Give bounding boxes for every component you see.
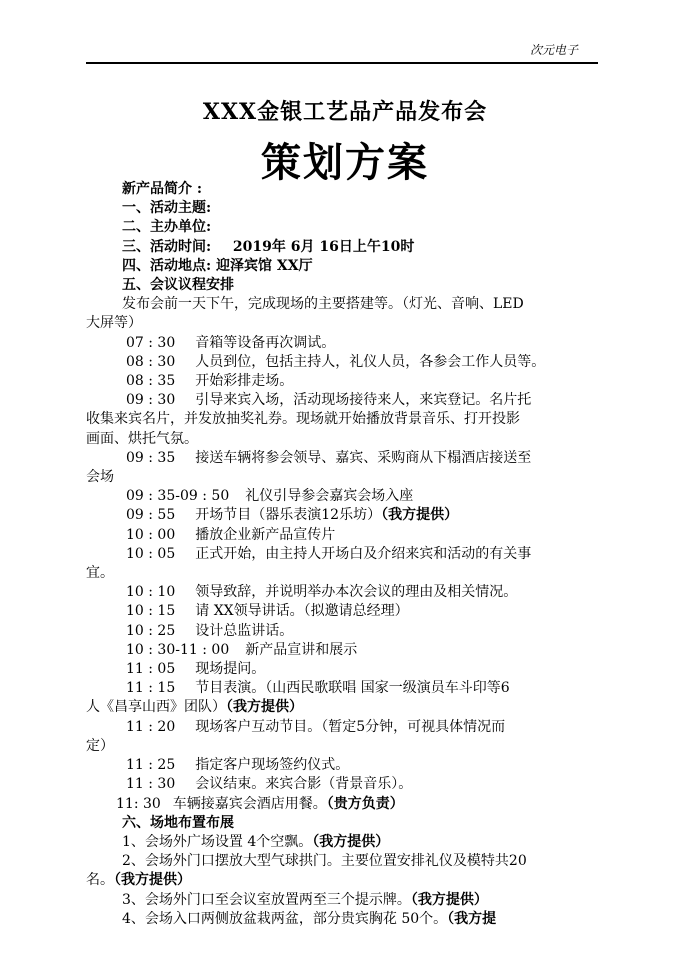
agenda-text: 节目表演。（山西民歌联唱 国家一级演员车斗印等6 <box>195 680 510 697</box>
agenda-time: 09 : 35-09 : 50 <box>126 488 230 505</box>
agenda-text: 指定客户现场签约仪式。 <box>195 757 350 774</box>
agenda-item <box>86 795 598 814</box>
agenda-pre: 发布会前一天下午，完成现场的主要搭建等。（灯光、音响、LED <box>122 296 524 313</box>
agenda-provider: （我方提供） <box>226 699 303 716</box>
agenda-time: 11 : 30 <box>126 776 176 793</box>
section-agenda: 五、会议议程安排 <box>122 277 234 294</box>
layout-text: 1、会场外广场设置 4个空飘。 <box>122 833 313 850</box>
agenda-text: 开场节目（器乐表演12乐坊） <box>195 507 382 524</box>
layout-provider: （我方提供） <box>312 833 390 850</box>
agenda-pre-cont: 大屏等） <box>86 315 142 332</box>
agenda-item <box>86 506 598 525</box>
agenda-item-cont: 收集来宾名片，并发放抽奖礼券。现场就开始播放背景音乐、打开投影 <box>86 411 520 428</box>
section-theme: 一、活动主题: <box>122 200 212 217</box>
agenda-time: 11: 30 <box>116 795 161 812</box>
layout-item: 2、会场外门口摆放大型气球拱门。主要位置安排礼仪及模特共20 <box>122 853 527 870</box>
agenda-item <box>86 622 598 641</box>
agenda-item <box>86 391 598 410</box>
agenda-text: 现场客户互动节目。（暂定5分钟，可视具体情况而 <box>195 718 506 735</box>
agenda-item <box>86 526 598 545</box>
agenda-text: 现场提问。 <box>195 661 266 678</box>
layout-item <box>86 891 598 910</box>
agenda-provider: （我方提供） <box>381 507 459 524</box>
agenda-text: 领导致辞，并说明举办本次会议的理由及相关情况。 <box>195 584 518 601</box>
agenda-text: 会议结束。来宾合影（背景音乐）。 <box>195 776 413 793</box>
agenda-text: 正式开始，由主持人开场白及介绍来宾和活动的有关事 <box>195 545 532 562</box>
agenda-item <box>86 660 598 679</box>
agenda-text: 人员到位，包括主持人，礼仪人员，各参会工作人员等。 <box>195 353 546 370</box>
agenda-text: 请 XX领导讲话。（拟邀请总经理） <box>195 603 409 620</box>
section-time-value: 2019年 6月 16日上午10时 <box>232 238 415 255</box>
document-body <box>86 180 598 929</box>
agenda-time: 10 : 30-11 : 00 <box>126 641 230 658</box>
agenda-time: 07 : 30 <box>126 334 176 351</box>
agenda-text: 礼仪引导参会嘉宾会场入座 <box>245 488 414 505</box>
agenda-time: 11 : 05 <box>126 661 176 678</box>
header-divider <box>86 62 598 64</box>
agenda-time: 11 : 20 <box>126 718 176 735</box>
agenda-provider: （贵方负责） <box>326 795 404 812</box>
agenda-time: 10 : 00 <box>126 526 176 543</box>
agenda-item <box>86 718 598 737</box>
agenda-item <box>86 334 598 353</box>
document-subtitle: 策划方案 <box>261 139 429 186</box>
layout-item-cont <box>86 871 598 890</box>
agenda-item <box>86 353 598 372</box>
agenda-text: 人《昌享山西》团队） <box>86 699 226 716</box>
agenda-item <box>86 602 598 621</box>
section-venue-label: 四、活动地点: <box>122 257 212 274</box>
agenda-item-cont: 画面、烘托气氛。 <box>86 430 198 447</box>
agenda-text: 引导来宾入场，活动现场接待来人，来宾登记。名片托 <box>195 392 532 409</box>
agenda-text: 车辆接嘉宾会酒店用餐。 <box>172 795 327 812</box>
agenda-item <box>86 583 598 602</box>
agenda-text: 开始彩排走场。 <box>195 373 294 390</box>
document-title: XXX金银工艺品产品发布会 <box>202 99 488 125</box>
layout-text: 4、会场入口两侧放盆栽两盆，部分贵宾胸花 50个。 <box>122 910 448 927</box>
agenda-item <box>86 679 598 698</box>
section-time-label: 三、活动时间: <box>122 238 212 255</box>
agenda-item <box>86 775 598 794</box>
agenda-item <box>86 641 598 660</box>
agenda-time: 10 : 15 <box>126 603 176 620</box>
agenda-item <box>86 545 598 564</box>
agenda-text: 接送车辆将参会领导、嘉宾、采购商从下榻酒店接送至 <box>195 449 532 466</box>
section-host: 二、主办单位: <box>122 219 212 236</box>
agenda-item-cont <box>86 698 598 717</box>
agenda-item <box>86 372 598 391</box>
section-venue <box>86 257 598 276</box>
agenda-item-cont: 宜。 <box>86 565 114 582</box>
agenda-time: 10 : 05 <box>126 545 176 562</box>
layout-provider: （我方提供） <box>410 891 488 908</box>
agenda-time: 10 : 25 <box>126 622 176 639</box>
agenda-item <box>86 487 598 506</box>
agenda-time: 09 : 55 <box>126 507 176 524</box>
section-venue-value: 迎泽宾馆 XX厅 <box>216 257 313 274</box>
section-time <box>86 238 598 257</box>
layout-provider: （我方提 <box>447 910 497 927</box>
layout-item <box>86 910 598 929</box>
section-layout: 六、场地布置布展 <box>122 814 234 831</box>
agenda-time: 08 : 35 <box>126 373 176 390</box>
layout-provider: （我方提供） <box>114 872 191 889</box>
agenda-time: 11 : 25 <box>126 757 176 774</box>
agenda-item <box>86 756 598 775</box>
layout-item <box>86 833 598 852</box>
agenda-item <box>86 449 598 468</box>
layout-text: 名。 <box>86 872 114 889</box>
agenda-time: 09 : 30 <box>126 392 176 409</box>
agenda-time: 11 : 15 <box>126 680 176 697</box>
section-intro: 新产品简介 : <box>122 181 203 197</box>
agenda-item-cont: 会场 <box>86 469 114 486</box>
agenda-text: 设计总监讲话。 <box>195 622 294 639</box>
header-company: 次元电子 <box>529 43 578 57</box>
agenda-text: 音箱等设备再次调试。 <box>195 334 336 351</box>
agenda-time: 09 : 35 <box>126 449 176 466</box>
agenda-text: 播放企业新产品宣传片 <box>195 526 336 543</box>
agenda-time: 10 : 10 <box>126 584 176 601</box>
agenda-time: 08 : 30 <box>126 353 176 370</box>
agenda-item-cont: 定） <box>86 737 114 754</box>
layout-text: 3、会场外门口至会议室放置两至三个提示牌。 <box>122 891 411 908</box>
agenda-text: 新产品宣讲和展示 <box>245 641 358 658</box>
